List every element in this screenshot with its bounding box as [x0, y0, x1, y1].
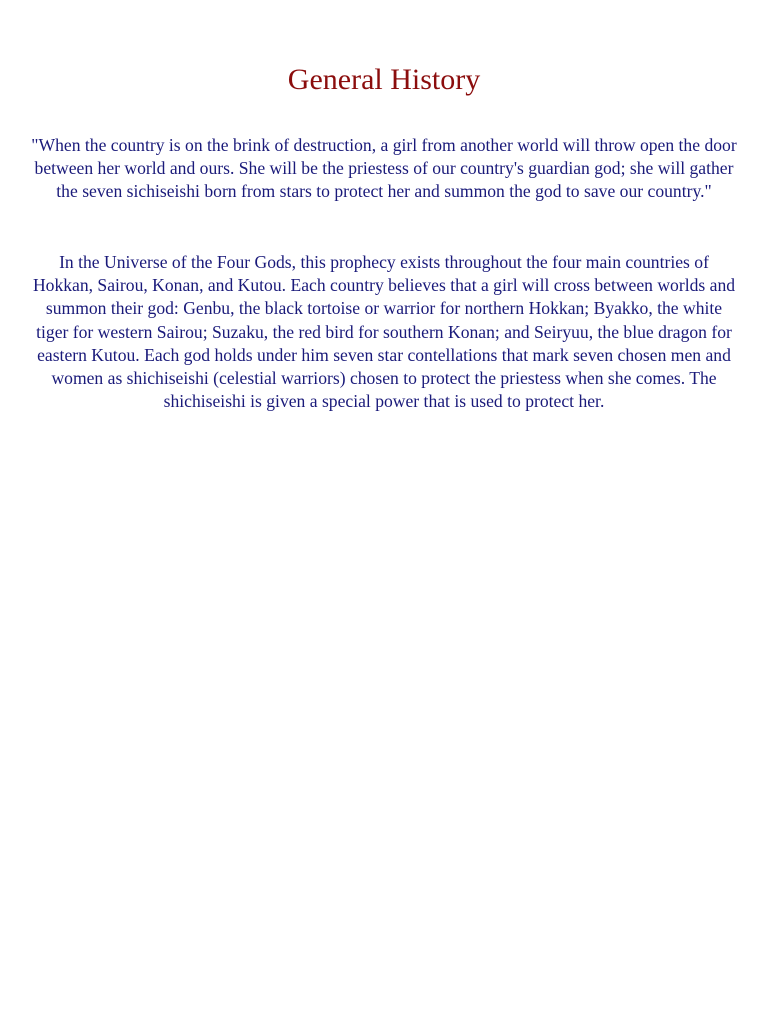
prophecy-paragraph: "When the country is on the brink of destruction, a girl from another world will throw open the door between her world and ours. She will be the priestess of our country's guardian god; she will gather the seven sichiseishi born from stars to protect her and summon the god to save our country.": [31, 135, 737, 202]
history-paragraph: In the Universe of the Four Gods, this prophecy exists throughout the four main countries of Hokkan, Sairou, Konan, and Kutou. Each country believes that a girl will cross between worlds and summon their god: Genbu, the black tortoise or warrior for northern Hokkan; Byakko, the white tiger for western Sairou; Suzaku, the red bird for southern Konan; and Seiryuu, the blue dragon for eastern Kutou. Each god holds under him seven star contellations that mark seven chosen men and women as shichiseishi (celestial warriors) chosen to protect the priestess when she comes. The shichiseishi is given a special power that is used to protect her.: [32, 252, 736, 412]
page-title: General History: [287, 63, 481, 96]
